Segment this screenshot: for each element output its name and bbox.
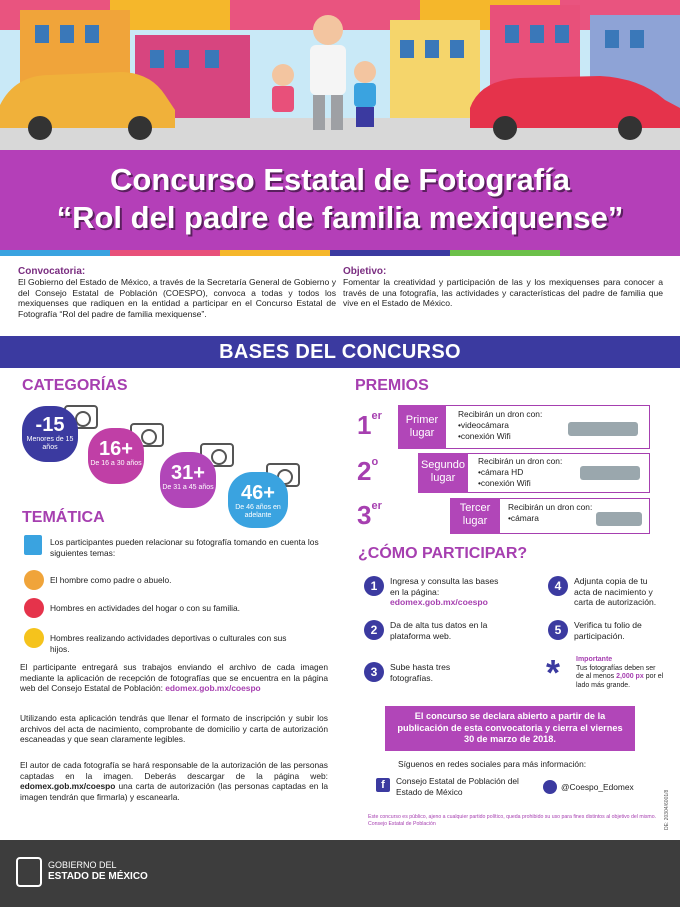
side-code: DE: 20304/6001/8 [664, 789, 670, 830]
place-number [357, 410, 382, 441]
delivery-paragraph [20, 662, 328, 694]
step-text: Sube hasta tres fotografías. [390, 662, 451, 683]
drone-icon [596, 512, 642, 526]
step-number: 1 [364, 576, 384, 596]
state-emblem-icon [16, 857, 42, 887]
tematica-intro: Los participantes pueden relacionar su fotografía tomando en cuenta los siguientes temas: [50, 537, 319, 558]
prize-head: Recibirán un dron con: [508, 502, 593, 512]
disclaimer-text: Este concurso es público, ajeno a cualquier partido político, queda prohibido su uso para fines distintos al objetivo del mismo. Consejo Estatal de Población [368, 814, 657, 827]
prize-label: Primer lugar [398, 405, 446, 449]
home-icon [24, 598, 44, 618]
prize-head: Recibirán un dron con: [458, 409, 543, 419]
government-logo-line2: ESTADO DE MÉXICO [48, 871, 148, 882]
important-text-end: por el lado más grande. [576, 673, 664, 689]
place-number [357, 456, 378, 487]
category-range: Menores de 15 años [26, 436, 74, 451]
step-text: Da de alta tus datos en la plataforma web. [390, 620, 488, 641]
prize-feature: •cámara [508, 513, 539, 523]
place-digit: 1 [357, 410, 372, 440]
color-stripe [110, 250, 220, 256]
page-title: Concurso Estatal de Fotografía [110, 162, 570, 197]
asterisk-icon: * [546, 652, 561, 693]
step-number: 5 [548, 620, 568, 640]
category-number: 46+ [241, 482, 275, 504]
category-range: De 46 años en adelante [235, 504, 281, 519]
color-stripe [220, 250, 330, 256]
drone-icon [580, 466, 640, 480]
step-text: Verifica tu folio de participación. [574, 620, 642, 641]
important-text: Tus fotografías deben ser de al menos [576, 664, 656, 680]
application-paragraph: Utilizando esta aplicación tendrás que llenar el formato de inscripción y subir los archivos del acta de nacimiento, comprobante de domicilio y carta de autorización escaneadas y que sean claramente legibles. [20, 713, 328, 744]
important-heading: Importante [576, 656, 613, 663]
category-number: 16+ [99, 438, 133, 460]
prize-feature: •conexión Wifi [458, 431, 511, 441]
convocatoria-block [18, 266, 336, 319]
hero-illustration [0, 0, 680, 150]
place-digit: 3 [357, 500, 372, 530]
color-stripe [0, 250, 110, 256]
objetivo-block [343, 266, 663, 309]
category-number: -15 [35, 414, 65, 436]
place-number [357, 500, 382, 531]
prize-label: Tercer lugar [450, 498, 500, 534]
convocatoria-heading: Convocatoria: [18, 266, 86, 277]
como-participar-heading: ¿CÓMO PARTICIPAR? [358, 545, 528, 562]
color-stripe [560, 250, 680, 256]
objetivo-heading: Objetivo: [343, 266, 387, 277]
page-subtitle: “Rol del padre de familia mexiquense” [56, 200, 624, 235]
facebook-link[interactable]: Consejo Estatal de Población del Estado de México [396, 776, 519, 797]
prize-feature: •conexión Wifi [478, 478, 531, 488]
category-badge [160, 452, 216, 508]
step-number: 3 [364, 662, 384, 682]
social-heading: Síguenos en redes sociales para más información: [398, 759, 587, 769]
twitter-link[interactable]: @Coespo_Edomex [561, 782, 634, 792]
step-number: 4 [548, 576, 568, 596]
category-range: De 31 a 45 años [162, 484, 214, 491]
objetivo-text: Fomentar la creatividad y participación de las y los mexiquenses para conocer a través de una fotografía, las actividades y características del padre de familia que vive en el Estado de México. [343, 277, 663, 308]
theme-item: Hombres realizando actividades deportivas o culturales con sus hijos. [50, 633, 287, 654]
theme-item: El hombre como padre o abuelo. [50, 575, 172, 585]
government-logo-line1: GOBIERNO DEL [48, 860, 117, 870]
category-badge [228, 472, 288, 528]
category-badge [88, 428, 144, 484]
coespo-link[interactable]: edomex.gob.mx/coespo [165, 683, 261, 693]
coespo-link[interactable]: edomex.gob.mx/coespo [390, 597, 488, 607]
street-scene-illustration [0, 0, 680, 150]
category-badge [22, 406, 78, 462]
step-1 [390, 576, 510, 608]
prize-head: Recibirán un dron con: [478, 456, 563, 466]
authorization-text-end: una carta de autorización (las personas captadas en la imagen tendrán que firmarla) y escanearla. [20, 781, 328, 802]
theme-item: Hombres en actividades del hogar o con su familia. [50, 603, 240, 613]
title-banner [0, 150, 680, 250]
step-text: Ingresa y consulta las bases en la página: [390, 576, 499, 597]
category-number: 31+ [171, 462, 205, 484]
family-icon [24, 570, 44, 590]
place-digit: 2 [357, 456, 372, 486]
step-number: 2 [364, 620, 384, 640]
art-palette-icon [24, 628, 44, 648]
authorization-text: El autor de cada fotografía se hará responsable de la autorización de las personas captadas en la imagen. Deberás descargar de la página web: [20, 760, 328, 781]
color-stripe [450, 250, 560, 256]
step-text: Adjunta copia de tu acta de nacimiento y carta de autorización. [574, 576, 657, 607]
tematica-heading: TEMÁTICA [22, 509, 105, 526]
facebook-icon[interactable]: f [376, 778, 390, 792]
prize-feature: •cámara HD [478, 467, 524, 477]
prize-feature: •videocámara [458, 420, 509, 430]
delivery-text: El participante entregará sus trabajos enviando el archivo de cada imagen mediante la aplicación de recepción de fotografías que se encuentra en la página web del Consejo Estatal de Población: [20, 662, 328, 693]
prize-label: Segundo lugar [418, 453, 468, 493]
convocatoria-text: El Gobierno del Estado de México, a través de la Secretaría General de Gobierno y del Consejo Estatal de Población (COESPO), convoca a todas y todos los mexiquenses que radiquen en la entidad a participar en el Concurso Estatal de Fotografía “Rol del padre de familia mexiquense”. [18, 277, 336, 319]
footer-bar [0, 840, 680, 907]
authorization-paragraph [20, 760, 328, 802]
place-suffix: er [371, 410, 382, 422]
drone-icon [568, 422, 638, 436]
place-suffix: er [371, 500, 382, 512]
categorias-heading: CATEGORÍAS [22, 377, 128, 394]
category-range: De 16 a 30 años [90, 460, 142, 467]
color-stripe [330, 250, 450, 256]
tablet-icon [24, 535, 42, 555]
contest-open-notice: El concurso se declara abierto a partir de la publicación de esta convocatoria y cierra el viernes 30 de marzo de 2018. [385, 706, 635, 751]
bases-title: BASES DEL CONCURSO [219, 341, 461, 363]
important-note [576, 656, 664, 690]
premios-heading: PREMIOS [355, 377, 429, 394]
coespo-link[interactable]: edomex.gob.mx/coespo [20, 781, 116, 791]
important-px: 2,000 px [616, 673, 644, 680]
twitter-icon[interactable] [543, 780, 557, 794]
place-suffix: o [371, 456, 379, 468]
bases-banner [0, 336, 680, 368]
